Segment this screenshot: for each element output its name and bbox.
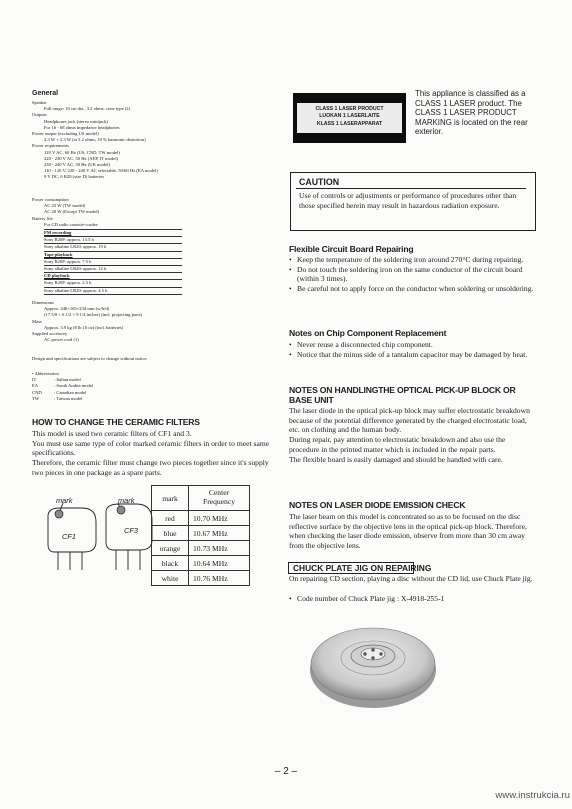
spec-line: Speaker: [32, 100, 47, 105]
abbreviation-row: CND : Canadian model: [32, 389, 87, 395]
spec-line: For 16 - 68 ohms impedance headphones: [44, 124, 120, 130]
ceramic-paragraph: Therefore, the ceramic filter must change two pieces together since it's supply two pieces in one package as a spare parts.: [32, 458, 269, 477]
jig-heading-box: [288, 562, 432, 574]
caution-box: [290, 172, 536, 231]
flexible-list: [289, 255, 535, 293]
table-row: red 10.70 MHz: [152, 511, 250, 526]
spec-line: Approx. 3.9 kg (8 lb 10 oz) (incl. batteries): [44, 324, 124, 330]
battery-row: Sony R20P: approx. 13.5 h: [44, 236, 182, 243]
frequency-header: Center Frequency: [189, 486, 250, 511]
optical-text: [289, 406, 537, 464]
battery-row: Sony alkaline LR20: approx. 12 h: [44, 265, 182, 272]
optical-paragraph: The flexible board is easily damaged and should be handled with care.: [289, 454, 503, 464]
abbreviation-title: • Abbreviation: [32, 371, 59, 376]
spec-line: AC 25 W (TW model): [44, 203, 86, 209]
spec-line: AC power cord (1): [44, 337, 79, 343]
table-row: blue 10.67 MHz: [152, 526, 250, 541]
dimensions-specs: [32, 300, 277, 343]
table-header-row: [152, 486, 250, 511]
ceramic-heading: HOW TO CHANGE THE CERAMIC FILTERS: [32, 417, 200, 427]
battery-group-title: FM recording: [44, 230, 72, 235]
mark-header: mark: [152, 486, 189, 511]
flexible-heading: Flexible Circuit Board Repairing: [289, 244, 414, 254]
list-item: • Keep the temperature of the soldering iron around 270°C during repairing.: [289, 255, 535, 265]
spec-line: 230 - 240 V AC, 50 Hz (UK model): [44, 162, 111, 168]
ceramic-paragraph: This model is used two ceramic filters of CF1 and 3.: [32, 429, 192, 438]
spec-line: Power consumption: [32, 197, 69, 202]
abbreviation-row: IT : Italian model: [32, 377, 81, 383]
battery-group-title: Tape playback: [44, 251, 182, 258]
ceramic-paragraph: You must use same type of color marked ceramic filters in order to meet same specifications.: [32, 438, 270, 458]
spec-line: 110 - 120 V, 220 - 240 V AC selectable, 50/60 Hz (EA model): [44, 168, 158, 174]
design-note: Design and specifications are subject to change without notice.: [32, 356, 148, 361]
spec-line: (17 5/8 × 6 1/2 × 9 1/4 inches) (incl. projecting parts): [44, 312, 143, 318]
general-specs: [32, 100, 277, 181]
chip-heading: Notes on Chip Component Replacement: [289, 328, 447, 338]
caution-text: Use of controls or adjustments or performance of procedures other than those specified herein may result in hazardous radiation exposure.: [299, 191, 517, 210]
spec-line: 2.3 W + 2.3 W (at 3.2 ohms, 10 % harmonic distortion): [44, 137, 146, 143]
battery-life-table: [44, 229, 182, 295]
spec-line: Power output (excluding US model): [32, 131, 99, 137]
spec-line: Supplied accessory: [32, 331, 68, 337]
ceramic-text: [32, 429, 276, 478]
power-consumption: [32, 197, 277, 228]
spec-line: 220 - 230 V AC, 50 Hz (AEP, IT model): [44, 155, 119, 161]
spec-line: Outputs: [32, 112, 47, 118]
cf3-label: CF3: [124, 526, 138, 535]
cf1-label: CF1: [62, 532, 76, 541]
spec-line: Headphones jack (stereo minijack): [44, 118, 108, 124]
watermark: www.instrukcia.ru: [495, 790, 570, 801]
battery-row: Sony alkaline LR20: approx. 19 h: [44, 243, 182, 250]
abbreviation-row: EA : South Arabia model: [32, 383, 94, 389]
spec-line: Approx. 446×165×234 mm (w/h/d): [44, 306, 110, 312]
caution-divider: [296, 188, 526, 189]
emission-heading: NOTES ON LASER DIODE EMISSION CHECK: [289, 500, 466, 510]
laser-label-line: KLASS 1 LASERAPPARAT: [316, 120, 383, 127]
mark-label: mark: [118, 496, 135, 505]
jig-code-list: [289, 594, 537, 604]
chuck-plate-jig-figure: [308, 618, 438, 714]
spec-line: 120 V AC, 60 Hz (US, CND, TW model): [44, 149, 120, 155]
chip-list: [289, 340, 535, 359]
table-row: black 10.64 MHz: [152, 556, 250, 571]
caution-heading: CAUTION: [299, 177, 340, 187]
page-number: – 2 –: [274, 766, 298, 777]
spec-line: Mass: [32, 318, 42, 324]
list-item: • Never reuse a disconnected chip component.: [289, 340, 535, 350]
spec-line: Power requirements: [32, 143, 69, 149]
spec-line: For CD radio cassette-corder:: [44, 221, 99, 227]
table-row: white 10.76 MHz: [152, 571, 250, 586]
laser-warning-label: [293, 93, 406, 143]
battery-row: Sony alkaline LR20: approx. 4.5 h: [44, 287, 182, 294]
laser-classification-text: This appliance is classified as a CLASS 1 LASER product. The CLASS 1 LASER PRODUCT MARKING is located on the rear exterior.: [415, 89, 528, 137]
laser-label-plate: [297, 103, 402, 133]
spec-line: Full range: 10 cm dia., 3.2 ohms, cone type (2): [44, 106, 131, 112]
laser-label-line: CLASS 1 LASER PRODUCT: [315, 106, 384, 112]
spec-line: AC 20 W (Except TW model): [44, 209, 100, 215]
mark-label: mark: [56, 496, 73, 505]
abbreviation-row: TW : Taiwan model: [32, 395, 83, 401]
jig-text: On repairing CD section, playing a disc without the CD lid, use Chuck Plate jig.: [289, 574, 533, 583]
color-mark-dot: [55, 510, 63, 518]
battery-row: Sony R20P: approx. 7.5 h: [44, 258, 182, 265]
battery-group-title: CD playback: [44, 272, 182, 279]
emission-text: The laser beam on this model is concentrated so as to be focused on the disc reflective surface by the objective lens in the optical pick-up block. Therefore, when checking the laser diode emission, observe from more than 30 cm away from the objective lens.: [289, 512, 527, 551]
optical-paragraph: The laser diode in the optical pick-up block may suffer electrostatic breakdown because of the potential difference generated by the charged electrostatic load, etc. on clothing and the human body.: [289, 406, 530, 435]
list-item: • Do not touch the soldering iron on the same conductor of the circuit board (within 3 times).: [289, 265, 535, 284]
optical-heading: NOTES ON HANDLINGTHE OPTICAL PICK-UP BLOCK OR BASE UNIT: [289, 385, 516, 406]
laser-label-line: LUOKAN 1 LASERLAITE: [319, 113, 380, 120]
battery-row: Sony R20P: approx. 2.5 h: [44, 279, 182, 286]
spec-line: Dimensions: [32, 300, 54, 305]
spec-line: Battery life: [32, 215, 53, 221]
general-heading: General: [32, 90, 59, 97]
table-row: orange 10.73 MHz: [152, 541, 250, 556]
ceramic-frequency-table: [151, 485, 250, 586]
list-item: • Code number of Chuck Plate jig : X-4918-255-1: [289, 594, 537, 604]
chuck-plate-jig-drawing: [308, 618, 438, 714]
list-item: • Be careful not to apply force on the conductor when soldering or unsoldering.: [289, 284, 535, 294]
spec-line: 9 V DC, 6 R20 (size D) batteries: [44, 174, 105, 180]
color-mark-dot: [117, 506, 125, 514]
list-item: • Notice that the minus side of a tantalum capacitor may be damaged by heat.: [289, 350, 535, 360]
abbreviation-list: [32, 371, 277, 402]
optical-paragraph: During repair, pay attention to electrostatic breakdown and also use the procedure in the printed matter which is included in the repair parts.: [289, 435, 506, 454]
jig-heading: CHUCK PLATE JIG ON REPAIRING: [293, 563, 432, 573]
